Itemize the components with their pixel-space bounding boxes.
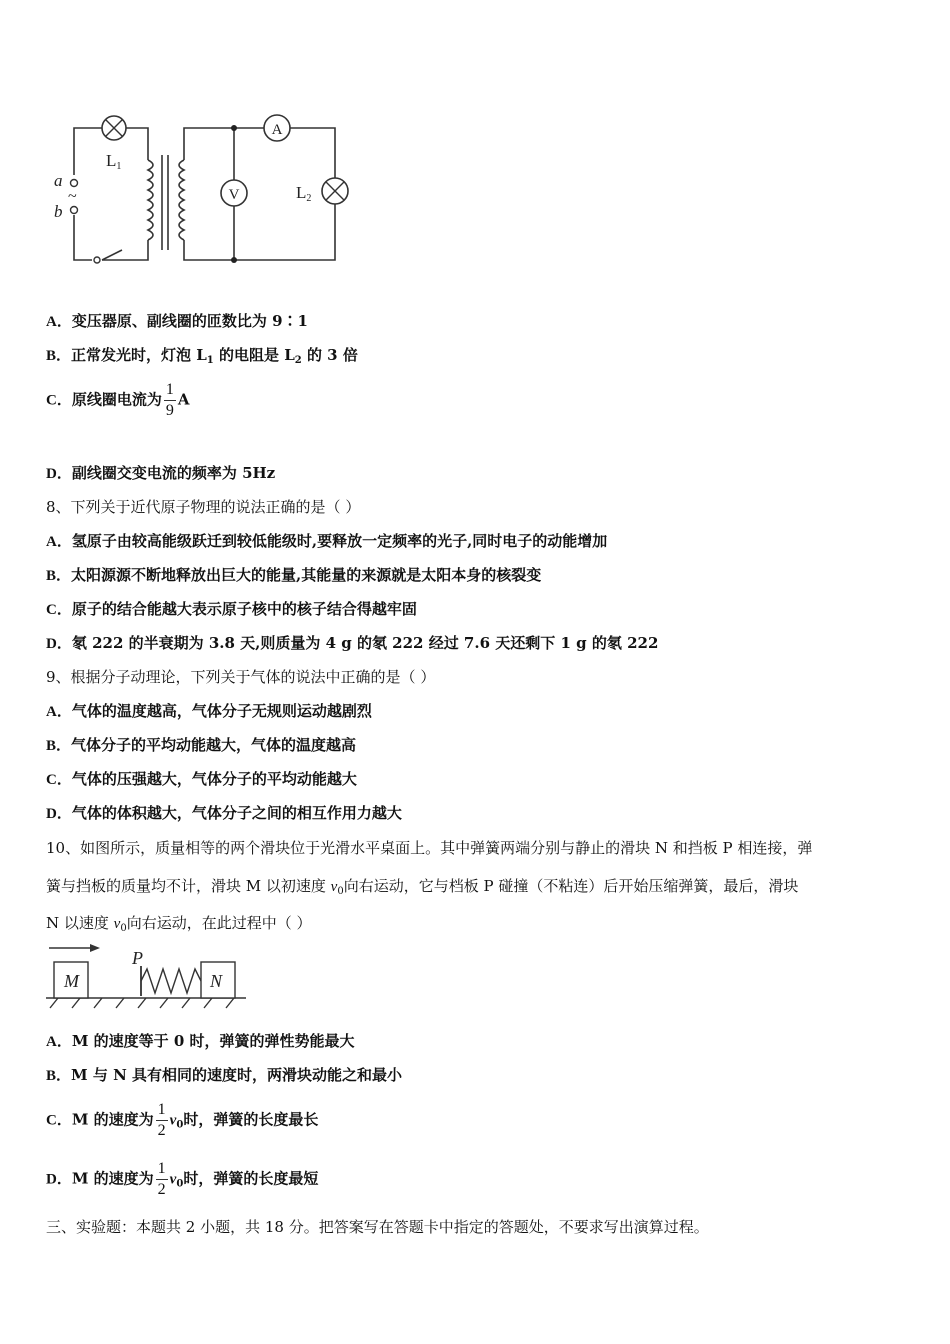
option-letter: C． [46, 392, 72, 409]
q10-option-b[interactable] [46, 1065, 402, 1086]
subscript: 0 [176, 1119, 184, 1131]
option-letter: B． [46, 568, 72, 584]
option-text: 氡 222 的半衰期为 3.8 天,则质量为 4 g 的氡 222 经过 7.6 天还剩下 1 g 的氡 222 [71, 634, 659, 652]
option-letter: D． [46, 466, 72, 482]
q10-stem-line2 [46, 876, 798, 902]
option-letter: C． [46, 1112, 72, 1129]
option-text: 原子的结合能越大表示原子核中的核子结合得越牢固 [71, 600, 417, 618]
velocity-symbol: v [169, 1112, 177, 1129]
option-letter: A． [46, 704, 72, 720]
option-text: M 的速度等于 0 时，弹簧的弹性势能最大 [71, 1032, 355, 1050]
fraction-denominator: 2 [157, 1122, 166, 1139]
fraction-denominator: 2 [157, 1181, 166, 1198]
q8-option-b[interactable] [46, 565, 541, 586]
q10-option-c[interactable] [46, 1100, 318, 1141]
option-text: M 的速度为 [71, 1110, 154, 1129]
block-M-label: M [64, 971, 79, 991]
option-text: 变压器原、副线圈的匝数比为 9∶1 [71, 312, 308, 330]
option-text: 正常发光时，灯泡 L [71, 346, 207, 364]
q7-option-c[interactable] [46, 380, 190, 421]
option-text: 气体分子的平均动能越大，气体的温度越高 [71, 736, 357, 754]
fraction [156, 1159, 168, 1200]
option-text: 副线圈交变电流的频率为 5Hz [71, 464, 276, 482]
q9-stem: 9、根据分子动理论，下列关于气体的说法中正确的是（ ） [46, 668, 436, 686]
fraction [164, 380, 176, 421]
option-letter: A． [46, 1034, 72, 1050]
option-letter: D． [46, 636, 72, 652]
subscript: 0 [337, 886, 344, 897]
spring-blocks-diagram [44, 940, 254, 1015]
label-b: b [54, 202, 63, 221]
option-letter: C． [46, 772, 72, 788]
q9-option-d[interactable] [46, 803, 402, 824]
switch-contact [94, 257, 100, 263]
ammeter-icon [264, 115, 290, 141]
fraction-numerator: 1 [156, 1159, 168, 1180]
stem-text: N 以速度 [46, 914, 114, 932]
q8-stem: 8、下列关于近代原子物理的说法正确的是（ ） [46, 498, 361, 516]
velocity-symbol: v [113, 916, 121, 932]
option-text: 太阳源源不断地释放出巨大的能量,其能量的来源就是太阳本身的核裂变 [71, 566, 542, 584]
stem-text: 向右运动，它与档板 P 碰撞（不粘连）后开始压缩弹簧，最后，滑块 [343, 877, 799, 895]
q7-option-d[interactable] [46, 463, 275, 484]
option-text: 气体的压强越大，气体分子的平均动能越大 [71, 770, 357, 788]
q10-option-a[interactable] [46, 1031, 355, 1052]
option-letter: B． [46, 348, 72, 364]
q9-option-a[interactable] [46, 701, 372, 722]
option-text: M 与 N 具有相同的速度时，两滑块动能之和最小 [71, 1066, 402, 1084]
voltmeter-icon [221, 180, 247, 206]
q8-option-d[interactable] [46, 633, 658, 654]
option-letter: A． [46, 314, 72, 330]
lamp-L2-icon [322, 178, 348, 204]
terminal-a [71, 180, 78, 187]
plate-P-label: P [132, 948, 143, 968]
q8-option-a[interactable] [46, 531, 607, 552]
subscript: 1 [206, 355, 214, 366]
svg-text:A: A [271, 122, 283, 138]
option-letter: D． [46, 806, 72, 822]
q8-option-c[interactable] [46, 599, 417, 620]
option-letter: A． [46, 534, 72, 550]
label-a: a [54, 171, 63, 190]
option-text: M 的速度为 [71, 1169, 154, 1188]
velocity-symbol: v [169, 1171, 177, 1188]
option-text: 的 3 倍 [301, 346, 358, 364]
fraction-denominator: 9 [165, 402, 174, 419]
option-text: 时，弹簧的长度最长 [183, 1110, 319, 1129]
transformer-circuit-diagram [40, 110, 370, 280]
q9-option-b[interactable] [46, 735, 356, 756]
q10-option-d[interactable] [46, 1159, 318, 1200]
option-text: 气体的温度越高，气体分子无规则运动越剧烈 [71, 702, 372, 720]
section3-heading: 三、实验题：本题共 2 小题，共 18 分。把答案写在答题卡中指定的答题处，不要求写出演算过程。 [46, 1218, 709, 1236]
subscript: 0 [120, 923, 127, 934]
fraction [156, 1100, 168, 1141]
lamp-L1-icon [102, 116, 126, 140]
q10-stem-line1: 10、如图所示，质量相等的两个滑块位于光滑水平桌面上。其中弹簧两端分别与静止的滑块 N 和挡板 P 相连接，弹 [46, 839, 813, 857]
option-text: 原线圈电流为 [71, 390, 162, 409]
fraction-numerator: 1 [156, 1100, 168, 1121]
label-L2: L2 [296, 183, 312, 204]
subscript: 0 [176, 1178, 184, 1190]
option-text: 的电阻是 L [213, 346, 295, 364]
stem-text: 向右运动，在此过程中（ ） [126, 914, 312, 932]
label-L1: L1 [106, 151, 122, 172]
option-text: 氢原子由较高能级跃迁到较低能级时,要释放一定频率的光子,同时电子的动能增加 [71, 532, 608, 550]
unit: A [177, 390, 190, 409]
option-letter: D． [46, 1171, 72, 1188]
q10-stem-line3 [46, 913, 312, 939]
terminal-b [71, 207, 78, 214]
option-text: 气体的体积越大，气体分子之间的相互作用力越大 [71, 804, 402, 822]
q9-option-c[interactable] [46, 769, 357, 790]
option-letter: C． [46, 602, 72, 618]
option-letter: B． [46, 1068, 72, 1084]
stem-text: 簧与挡板的质量均不计，滑块 M 以初速度 [46, 877, 331, 895]
subscript: 2 [294, 355, 302, 366]
fraction-numerator: 1 [164, 380, 176, 401]
junction-dot-bottom [231, 257, 237, 263]
block-N-label: N [210, 971, 223, 991]
junction-dot-top [231, 125, 237, 131]
option-letter: B． [46, 738, 72, 754]
svg-text:V: V [228, 187, 240, 203]
q7-option-b[interactable] [46, 345, 358, 371]
label-ac-symbol: ~ [68, 188, 77, 205]
velocity-symbol: v [330, 879, 338, 895]
option-text: 时，弹簧的长度最短 [183, 1169, 319, 1188]
q7-option-a[interactable] [46, 311, 308, 332]
